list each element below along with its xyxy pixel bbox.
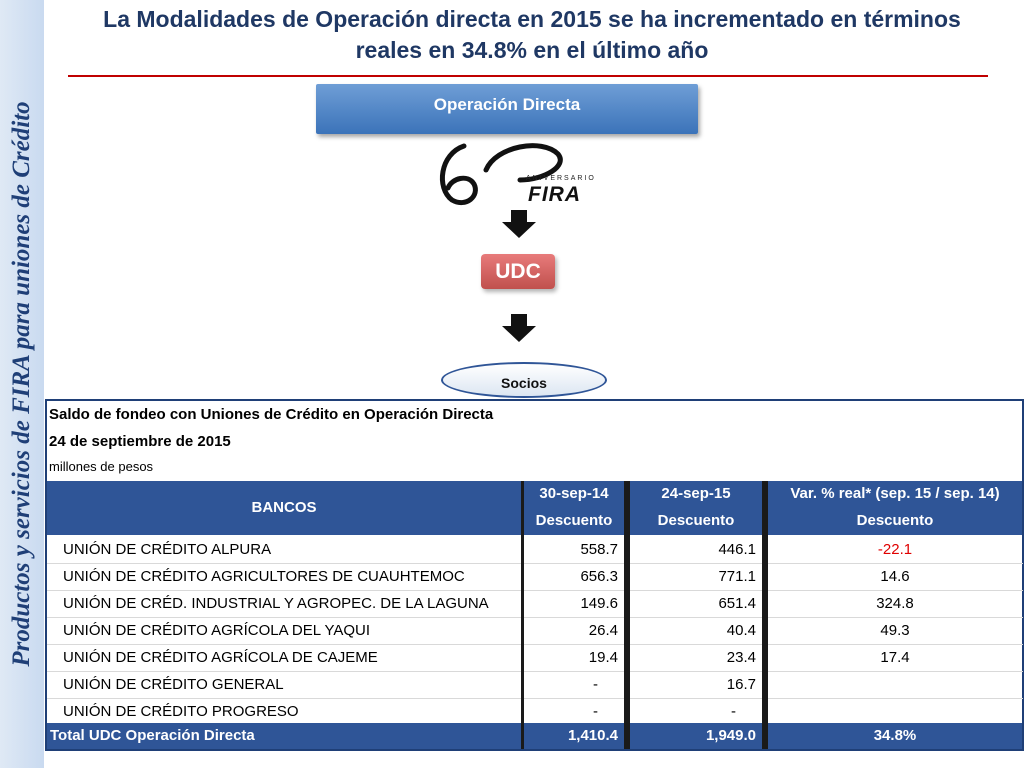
subheader-descuento: Descuento <box>768 508 1022 535</box>
total-value-2015: 1,949.0 <box>630 723 762 749</box>
row-variation: 49.3 <box>880 622 910 639</box>
table-title: Saldo de fondeo con Uniones de Crédito en Operación Directa <box>49 406 494 423</box>
header-col-var: Var. % real* (sep. 15 / sep. 14) <box>768 481 1022 508</box>
total-label: Total UDC Operación Directa <box>47 723 523 749</box>
column-separator <box>624 481 630 749</box>
socios-ellipse: Socios <box>441 362 607 398</box>
row-value-2014: - <box>593 676 598 693</box>
total-value-2014: 1,410.4 <box>524 723 624 749</box>
row-value-2015: 40.4 <box>726 622 756 639</box>
row-name: UNIÓN DE CRÉDITO ALPURA <box>63 541 272 558</box>
udc-box: UDC <box>481 254 555 289</box>
row-name: UNIÓN DE CRÉDITO AGRICULTORES DE CUAUHTEMOC <box>63 568 465 585</box>
subheader-descuento: Descuento <box>524 508 624 535</box>
table-units: millones de pesos <box>49 459 154 474</box>
header-col-2015: 24-sep-15 <box>630 481 762 508</box>
row-value-2015: 16.7 <box>726 676 756 693</box>
page-title-line2: reales en 34.8% en el último año <box>355 37 709 63</box>
header-col-2014: 30-sep-14 <box>524 481 624 508</box>
row-value-2014: 558.7 <box>580 541 618 558</box>
total-variation: 34.8% <box>768 723 1022 749</box>
row-name: UNIÓN DE CRÉDITO PROGRESO <box>63 703 299 720</box>
logo-fira-text: FIRA <box>528 183 581 206</box>
row-value-2015: - <box>731 703 736 720</box>
page-title <box>50 4 1014 66</box>
table-date: 24 de septiembre de 2015 <box>49 433 231 450</box>
row-name: UNIÓN DE CRÉDITO AGRÍCOLA DE CAJEME <box>63 649 378 666</box>
arrow-down-icon <box>502 210 536 238</box>
row-value-2014: 149.6 <box>580 595 618 612</box>
logo-anniversary-text: ANIVERSARIO <box>526 175 596 182</box>
title-divider <box>68 75 988 77</box>
row-value-2015: 23.4 <box>726 649 756 666</box>
row-variation: 17.4 <box>880 649 910 666</box>
column-separator <box>521 481 524 749</box>
row-value-2015: 771.1 <box>718 568 756 585</box>
row-value-2014: 19.4 <box>588 649 618 666</box>
row-variation <box>768 672 1022 698</box>
row-value-2015: 446.1 <box>718 541 756 558</box>
row-variation: 324.8 <box>876 595 914 612</box>
row-value-2014: 26.4 <box>588 622 618 639</box>
row-variation <box>768 699 1022 723</box>
page-title-line1: La Modalidades de Operación directa en 2015 se ha incrementado en términos <box>103 6 961 32</box>
row-name: UNIÓN DE CRÉD. INDUSTRIAL Y AGROPEC. DE LA LAGUNA <box>63 595 489 612</box>
sidebar-band <box>0 0 44 768</box>
arrow-down-icon <box>502 314 536 342</box>
row-variation: -22.1 <box>877 541 913 558</box>
row-value-2014: - <box>593 703 598 720</box>
column-separator <box>762 481 768 749</box>
row-value-2014: 656.3 <box>580 568 618 585</box>
row-name: UNIÓN DE CRÉDITO GENERAL <box>63 676 284 693</box>
header-bancos: BANCOS <box>47 481 521 535</box>
row-name: UNIÓN DE CRÉDITO AGRÍCOLA DEL YAQUI <box>63 622 371 639</box>
row-variation: 14.6 <box>880 568 910 585</box>
subheader-descuento: Descuento <box>630 508 762 535</box>
operation-direct-box: Operación Directa <box>316 84 698 134</box>
row-value-2015: 651.4 <box>718 595 756 612</box>
sidebar-title: Productos y servicios de FIRA para uniones de Crédito <box>8 101 35 667</box>
